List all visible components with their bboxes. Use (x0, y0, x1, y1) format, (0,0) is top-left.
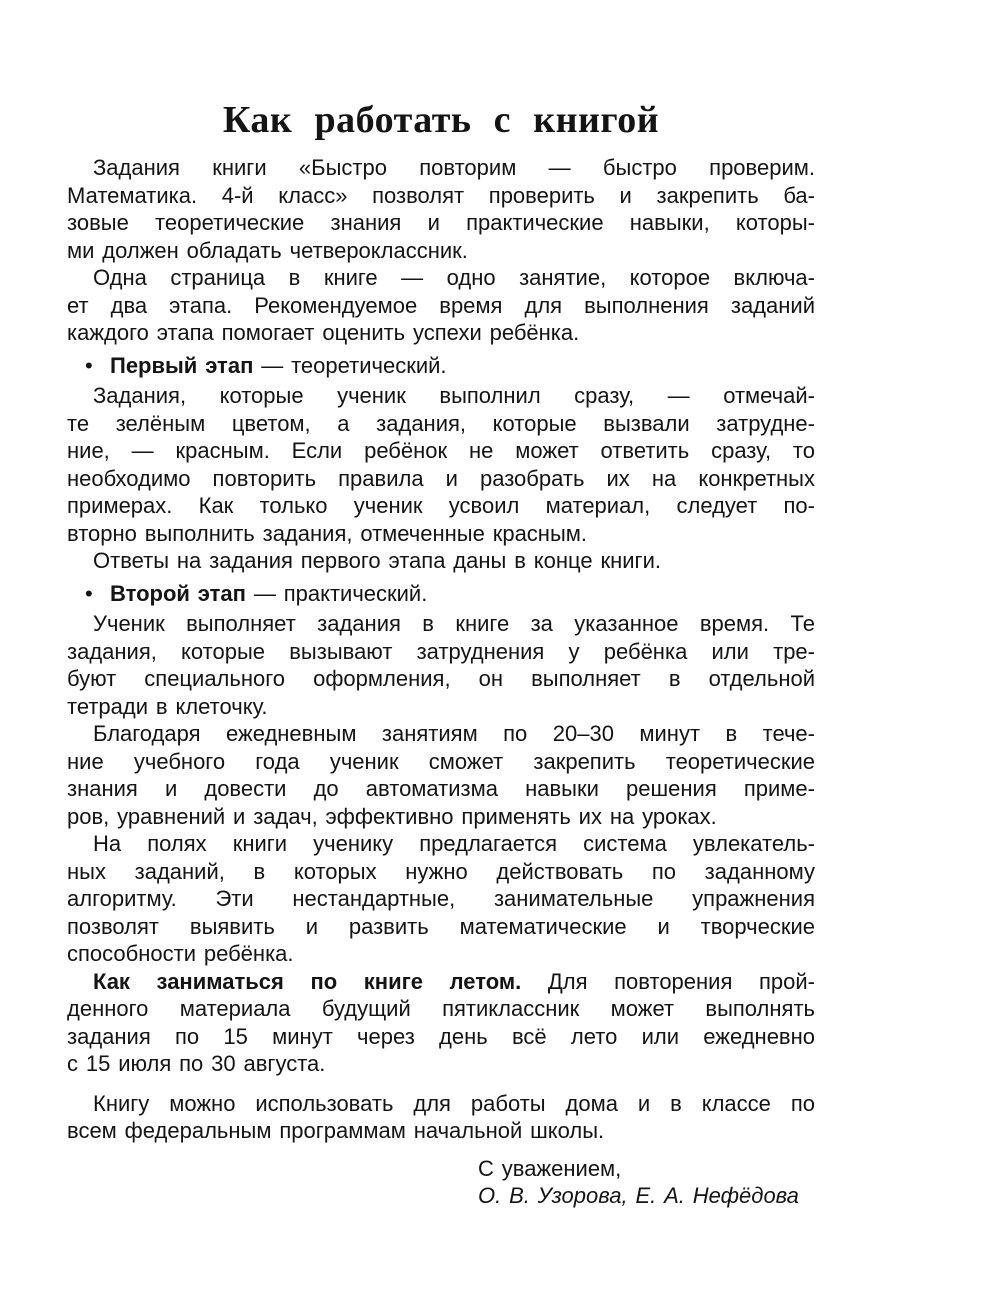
text-segment: Ответы на задания первого этапа даны в конце книги. (93, 548, 661, 573)
text-segment: ров, уравнений и задач, эффективно применять их на уроках. (67, 803, 717, 829)
text-segment: примерах. Как только ученик усвоил материал, следует по- (67, 493, 815, 518)
text-segment: — практический. (245, 580, 428, 606)
bold-text: Первый этап (110, 352, 254, 378)
text-line (67, 410, 815, 438)
bold-text: Как заниматься по книге летом. (93, 968, 522, 994)
text-line (67, 995, 815, 1023)
text-line (67, 1050, 815, 1078)
paragraph (67, 720, 815, 830)
text-segment: — теоретический. (253, 352, 447, 378)
text-segment: На полях книги ученику предлагается система увлекатель- (93, 831, 815, 856)
text-segment: тетради в клеточку. (67, 693, 268, 719)
text-segment: ет два этапа. Рекомендуемое время для выполнения заданий (67, 292, 815, 318)
text-segment: Задания книги «Быстро повторим — быстро проверим. (93, 155, 815, 180)
signature-authors: О. В. Узорова, Е. А. Нефёдова (478, 1183, 799, 1208)
text-line (67, 610, 815, 638)
text-line (67, 885, 815, 913)
bullet-icon: • (85, 580, 93, 606)
paragraph (67, 382, 815, 547)
text-line (67, 858, 815, 886)
paragraph (67, 264, 815, 347)
text-segment: необходимо повторить правила и разобрать их на конкретных (67, 465, 815, 491)
text-segment: знания и довести до автоматизма навыки решения приме- (67, 776, 815, 801)
text-line (67, 720, 815, 748)
paragraph (67, 1090, 815, 1145)
text-segment: те зелёным цветом, а задания, которые вызвали затрудне- (67, 410, 815, 436)
text-segment: Для повторения прой- (521, 968, 815, 994)
text-line (67, 968, 815, 996)
signature-greeting: С уважением, (478, 1155, 622, 1181)
text-line (67, 492, 815, 520)
text-line (67, 154, 815, 182)
page-title: Как работать с книгой (222, 99, 660, 141)
text-line (67, 465, 815, 493)
bullet-item (67, 580, 815, 608)
text-column (67, 98, 815, 1210)
text-line (67, 292, 815, 320)
text-segment: Благодаря ежедневным занятиям по 20–30 минут в тече- (93, 721, 815, 746)
text-line (67, 1117, 815, 1145)
text-segment: буют специального оформления, он выполняет в отдельной (67, 666, 815, 691)
text-segment: ние, — красным. Если ребёнок не может ответить сразу, то (67, 438, 815, 463)
text-segment: алгоритму. Эти нестандартные, занимательные упражнения (67, 886, 815, 911)
text-segment: Математика. 4-й класс» позволят проверить и закрепить ба- (67, 182, 815, 208)
text-line (67, 1023, 815, 1051)
text-segment: задания, которые вызывают затруднения у ребёнка или тре- (67, 638, 815, 664)
text-line (67, 264, 815, 292)
text-segment: зовые теоретические знания и практические навыки, которы- (67, 210, 815, 235)
bullet-line (67, 352, 815, 380)
text-line (67, 319, 815, 347)
paragraph (67, 830, 815, 968)
text-segment: задания по 15 минут через день всё лето или ежедневно (67, 1023, 815, 1049)
paragraph (67, 968, 815, 1078)
text-line (67, 803, 815, 831)
text-line (67, 748, 815, 776)
text-line (67, 437, 815, 465)
text-line (67, 913, 815, 941)
text-segment: ных заданий, в которых нужно действовать по заданному (67, 858, 815, 884)
text-line (67, 693, 815, 721)
bullet-icon: • (85, 352, 93, 378)
text-line (67, 1090, 815, 1118)
text-line (67, 520, 815, 548)
text-segment: Ученик выполняет задания в книге за указанное время. Те (93, 611, 815, 636)
text-segment: каждого этапа помогает оценить успехи ребёнка. (67, 320, 580, 345)
text-segment: ние учебного года ученик сможет закрепить теоретические (67, 748, 815, 774)
text-line (67, 638, 815, 666)
bullet-item (67, 352, 815, 380)
signature-block (67, 1155, 815, 1210)
bold-text: Второй этап (110, 580, 246, 606)
text-segment: с 15 июля по 30 августа. (67, 1051, 326, 1076)
text-segment: Задания, которые ученик выполнил сразу, — отмечай- (93, 383, 815, 408)
text-segment: Одна страница в книге — одно занятие, которое включа- (93, 265, 815, 290)
text-segment: Книгу можно использовать для работы дома и в классе по (93, 1090, 815, 1116)
text-line (67, 547, 815, 575)
text-segment: денного материала будущий пятиклассник может выполнять (67, 996, 815, 1021)
text-line (67, 182, 815, 210)
text-line (67, 209, 815, 237)
text-segment: позволят выявить и развить математические и творческие (67, 913, 815, 939)
paragraph (67, 154, 815, 264)
text-segment: ми должен обладать четвероклассник. (67, 237, 468, 263)
text-line (67, 665, 815, 693)
text-line (67, 830, 815, 858)
paragraph (67, 610, 815, 720)
text-line (67, 237, 815, 265)
text-line (67, 382, 815, 410)
text-segment: способности ребёнка. (67, 941, 294, 966)
text-line (67, 940, 815, 968)
text-line (67, 775, 815, 803)
paragraph (67, 547, 815, 575)
content (67, 154, 815, 1145)
text-segment: всем федеральным программам начальной школы. (67, 1118, 605, 1143)
text-segment: вторно выполнить задания, отмеченные красным. (67, 520, 588, 546)
bullet-line (67, 580, 815, 608)
